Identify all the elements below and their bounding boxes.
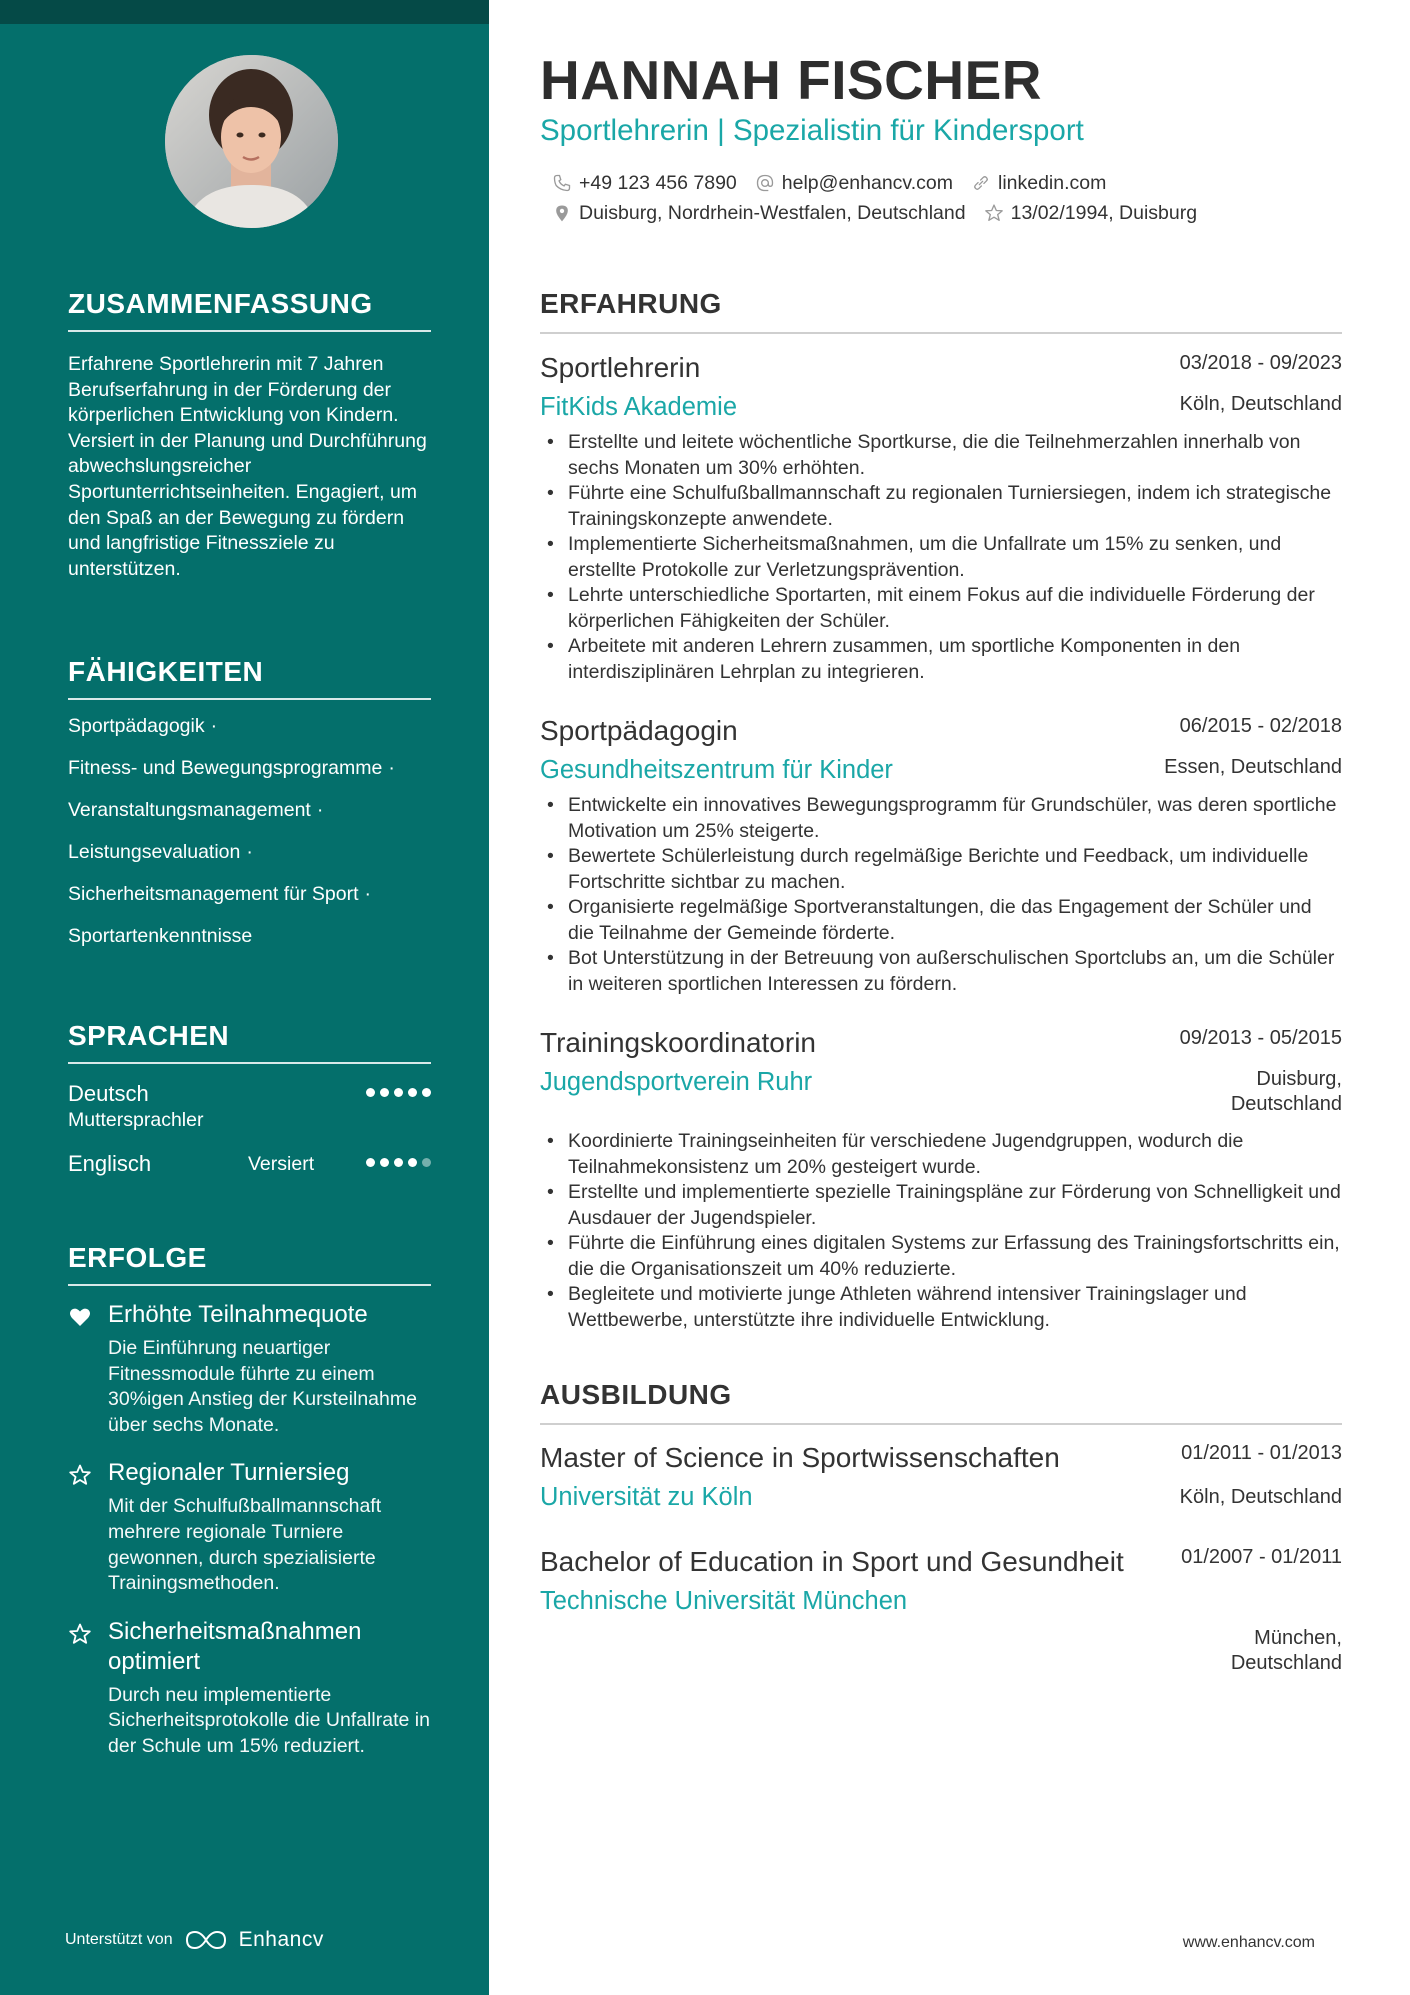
achievement-text: Die Einführung neuartiger Fitnessmodule führte zu einem 30%igen Anstieg der Kursteilnahme über sechs Monate. — [108, 1337, 417, 1436]
language-rating — [366, 1088, 431, 1097]
job-bullet: • Erstellte und leitete wöchentliche Sportkurse, die die Teilnehmerzahlen innerhalb von sechs Monaten um 30% erhöhten. — [540, 430, 1342, 481]
contact-location: Duisburg, Nordrhein-Westfalen, Deutschland — [552, 202, 966, 225]
location-pin-icon — [552, 203, 572, 223]
achievement-item — [68, 1458, 431, 1596]
job-bullet: • Arbeitete mit anderen Lehrern zusammen, um sportliche Komponenten in den interdisziplinären Lehrplan zu integrieren. — [540, 634, 1342, 685]
language-rating — [366, 1158, 431, 1167]
job-bullet: • Organisierte regelmäßige Sportveranstaltungen, die das Engagement der Schüler und die Teilnahme der Gemeinde förderte. — [540, 895, 1342, 946]
school-name: Technische Universität München — [540, 1587, 908, 1615]
rating-dot — [408, 1088, 417, 1097]
at-icon — [755, 173, 775, 193]
star-icon — [68, 1622, 92, 1646]
skill-item: Veranstaltungsmanagement · — [68, 799, 324, 821]
job-bullet: • Bewertete Schülerleistung durch regelmäßige Berichte und Feedback, um individuelle Fortschritte sichtbar zu machen. — [540, 844, 1342, 895]
job-entry — [540, 1025, 1342, 1333]
job-title: Sportlehrerin — [540, 352, 701, 383]
sidebar — [0, 0, 489, 1995]
powered-by — [65, 1928, 324, 1952]
languages-section — [68, 1020, 431, 1200]
education-date: 01/2007 - 01/2011 — [1181, 1546, 1342, 1568]
education-location: Köln, Deutschland — [1179, 1486, 1342, 1508]
job-bullet: • Lehrte unterschiedliche Sportarten, mit einem Fokus auf die individuelle Förderung der körperlichen Fähigkeiten der Schüler. — [540, 583, 1342, 634]
achievement-title: Sicherheitsmaßnahmen optimiert — [108, 1617, 362, 1675]
job-bullet: • Bot Unterstützung in der Betreuung von außerschulischen Sportclubs an, um die Schüler in weiteren sportlichen Interessen zu fördern. — [540, 946, 1342, 997]
job-bullet: • Implementierte Sicherheitsmaßnahmen, um die Unfallrate um 15% zu senken, und erstellte Protokolle zur Verletzungsprävention. — [540, 532, 1342, 583]
rating-dot — [422, 1158, 431, 1167]
achievements-section — [68, 1242, 431, 1760]
summary-text: Erfahrene Sportlehrerin mit 7 Jahren Berufserfahrung in der Förderung der körperlichen Entwicklung von Kindern. Versiert in der Planung und Durchführung abwechslungsreicher Sportunterrichtseinheiten. Engagiert, um den Spaß an der Bewegung zu fördern und langfristige Fitnessziele zu unterstützen. — [68, 353, 427, 580]
education-entry — [540, 1440, 1342, 1514]
achievement-item — [68, 1300, 431, 1438]
school-name: Universität zu Köln — [540, 1483, 753, 1511]
job-company: FitKids Akademie — [540, 393, 738, 421]
education-entry — [540, 1544, 1342, 1674]
rating-dot — [380, 1158, 389, 1167]
job-entry — [540, 350, 1342, 685]
achievement-title: Regionaler Turniersieg — [108, 1459, 350, 1487]
job-title: Sportpädagogin — [540, 715, 738, 746]
rating-dot — [394, 1158, 403, 1167]
job-location: Duisburg, Deutschland — [1230, 1068, 1342, 1115]
achievements-title: ERFOLGE — [68, 1242, 431, 1286]
rating-dot — [394, 1088, 403, 1097]
job-title: Trainingskoordinatorin — [540, 1027, 816, 1058]
website-link[interactable]: www.enhancv.com — [1182, 1934, 1315, 1951]
contact-email[interactable]: help@enhancv.com — [755, 172, 953, 195]
skill-item: Fitness- und Bewegungsprogramme · — [68, 757, 395, 779]
contact-linkedin[interactable]: linkedin.com — [971, 172, 1106, 195]
phone-icon — [552, 173, 572, 193]
skill-item: Sportartenkenntnisse — [68, 925, 253, 947]
brand-name: Enhancv — [238, 1928, 324, 1951]
skills-section — [68, 656, 431, 966]
language-item — [68, 1080, 431, 1150]
headline: Sportlehrerin | Spezialistin für Kindersport — [540, 114, 1084, 147]
enhancv-logo-icon — [183, 1928, 229, 1952]
rating-dot — [366, 1158, 375, 1167]
achievement-item — [68, 1617, 431, 1760]
job-company: Gesundheitszentrum für Kinder — [540, 756, 893, 784]
skill-item: Sicherheitsmanagement für Sport · — [68, 883, 371, 905]
star-icon — [68, 1463, 92, 1487]
degree-title: Master of Science in Sportwissenschaften — [540, 1442, 1060, 1473]
achievement-text: Durch neu implementierte Sicherheitsprotokolle die Unfallrate in der Schule um 15% reduziert. — [108, 1683, 430, 1757]
job-bullet: • Koordinierte Trainingseinheiten für verschiedene Jugendgruppen, wodurch die Teilnahmekonsistenz um 20% gesteigert wurde. — [540, 1129, 1342, 1180]
job-bullet: • Führte die Einführung eines digitalen Systems zur Erfassung des Trainingsfortschritts ein, die die Organisationszeit um 40% reduzierte. — [540, 1231, 1342, 1282]
link-icon — [971, 173, 991, 193]
language-level: Muttersprachler — [68, 1109, 204, 1131]
job-bullets — [540, 430, 1342, 685]
job-entry — [540, 713, 1342, 997]
languages-title: SPRACHEN — [68, 1020, 431, 1064]
job-date: 09/2013 - 05/2015 — [1179, 1027, 1342, 1049]
summary-title: ZUSAMMENFASSUNG — [68, 288, 431, 332]
sidebar-top-bar — [0, 0, 489, 24]
heart-icon — [68, 1305, 92, 1329]
language-name: Deutsch — [68, 1081, 149, 1106]
job-company: Jugendsportverein Ruhr — [540, 1068, 813, 1096]
job-date: 03/2018 - 09/2023 — [1179, 352, 1342, 374]
profile-photo — [165, 55, 338, 228]
skills-title: FÄHIGKEITEN — [68, 656, 431, 700]
candidate-name: HANNAH FISCHER — [540, 49, 1042, 111]
profile-photo-image — [165, 55, 338, 228]
job-bullet: • Führte eine Schulfußballmannschaft zu regionalen Turniersiegen, indem ich strategische Trainingskonzepte anwendete. — [540, 481, 1342, 532]
job-bullets — [540, 1129, 1342, 1333]
star-outline-icon — [984, 203, 1004, 223]
skills-list — [68, 714, 431, 966]
contact-birth: 13/02/1994, Duisburg — [984, 202, 1197, 225]
skill-item: Sportpädagogik · — [68, 715, 218, 737]
contact-phone[interactable]: +49 123 456 7890 — [552, 172, 737, 195]
job-date: 06/2015 - 02/2018 — [1179, 715, 1342, 737]
summary-section — [68, 288, 431, 582]
rating-dot — [380, 1088, 389, 1097]
education-date: 01/2011 - 01/2013 — [1181, 1442, 1342, 1464]
job-bullet: • Begleitete und motivierte junge Athleten während intensiver Trainingslager und Wettbewerbe, unterstützte ihre individuelle Entwicklung. — [540, 1282, 1342, 1333]
job-bullet: • Erstellte und implementierte spezielle Trainingspläne zur Förderung von Schnelligkeit und Ausdauer der Jugendspieler. — [540, 1180, 1342, 1231]
job-location: Köln, Deutschland — [1179, 393, 1342, 415]
contact-info — [552, 168, 1342, 228]
education-location: München, Deutschland — [1230, 1627, 1342, 1674]
rating-dot — [366, 1088, 375, 1097]
language-name: Englisch — [68, 1151, 152, 1176]
language-item — [68, 1150, 431, 1200]
achievement-text: Mit der Schulfußballmannschaft mehrere regionale Turniere gewonnen, durch spezialisierte Trainingsmethoden. — [108, 1495, 382, 1595]
job-location: Essen, Deutschland — [1164, 756, 1342, 778]
experience-title: ERFAHRUNG — [540, 288, 1342, 334]
skill-item: Leistungsevaluation · — [68, 841, 253, 863]
achievement-title: Erhöhte Teilnahmequote — [108, 1301, 368, 1328]
job-bullets — [540, 793, 1342, 997]
education-title: AUSBILDUNG — [540, 1379, 1342, 1425]
powered-by-label: Unterstützt von — [65, 1931, 173, 1948]
rating-dot — [408, 1158, 417, 1167]
language-level: Versiert — [248, 1153, 315, 1175]
job-bullet: • Entwickelte ein innovatives Bewegungsprogramm für Grundschüler, was deren sportliche Motivation um 25% steigerte. — [540, 793, 1342, 844]
rating-dot — [422, 1088, 431, 1097]
degree-title: Bachelor of Education in Sport und Gesundheit — [540, 1546, 1124, 1577]
